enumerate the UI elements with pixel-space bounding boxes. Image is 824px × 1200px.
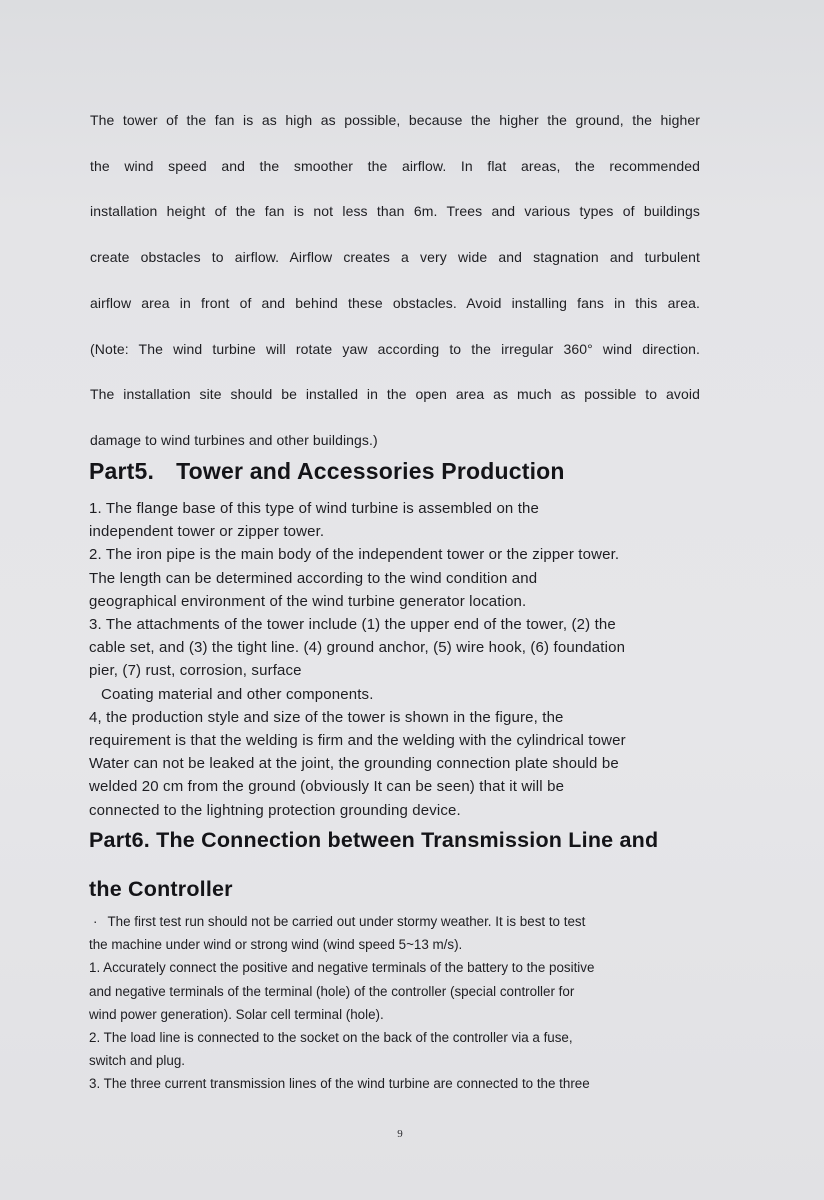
part5-line: independent tower or zipper tower.	[89, 523, 325, 541]
part5-line: pier, (7) rust, corrosion, surface	[89, 662, 302, 680]
part6-line: the machine under wind or strong wind (wind speed 5~13 m/s).	[89, 937, 463, 953]
part6-line: and negative terminals of the terminal (hole) of the controller (special controller for	[89, 983, 575, 999]
part5-line: 1. The flange base of this type of wind turbine is assembled on the	[89, 500, 540, 517]
part5-line: 3. The attachments of the tower include (1) the upper end of the tower, (2) the	[89, 616, 616, 634]
part5-line: 2. The iron pipe is the main body of the independent tower or the zipper tower.	[89, 546, 620, 564]
part5-title: Tower and Accessories Production	[176, 458, 565, 484]
part6-line: wind power generation). Solar cell terminal (hole).	[89, 1006, 384, 1022]
part6-body	[89, 910, 709, 1096]
part5-line: connected to the lightning protection grounding device.	[89, 801, 461, 819]
part5-line: geographical environment of the wind turbine generator location.	[89, 592, 527, 610]
part5-number: Part5.	[89, 458, 155, 484]
part6-heading: Part6. The Connection between Transmission Line and	[89, 828, 659, 852]
part6-line	[89, 910, 709, 933]
part5-line: requirement is that the welding is firm and the welding with the cylindrical tower	[89, 732, 626, 750]
part5-line: cable set, and (3) the tight line. (4) ground anchor, (5) wire hook, (6) foundation	[89, 639, 626, 657]
part5-line: The length can be determined according to the wind condition and	[89, 569, 538, 587]
part6-line: 2. The load line is connected to the socket on the back of the controller via a fuse,	[89, 1030, 573, 1046]
intro-line: damage to wind turbines and other buildings.)	[90, 431, 378, 448]
intro-line: The tower of the fan is as high as possible, because the higher the ground, the higher	[90, 112, 700, 128]
bullet-marker: ·	[93, 914, 98, 929]
part5-line: Water can not be leaked at the joint, the grounding connection plate should be	[89, 755, 619, 773]
intro-paragraph	[90, 98, 700, 464]
part5-body	[89, 497, 709, 822]
part5-line: 4, the production style and size of the tower is shown in the figure, the	[89, 708, 564, 726]
intro-line: installation height of the fan is not less than 6m. Trees and various types of buildings	[90, 203, 700, 220]
intro-line: (Note: The wind turbine will rotate yaw according to the irregular 360° wind direction.	[90, 340, 700, 357]
part6-heading-continued: the Controller	[89, 877, 233, 901]
intro-line: The installation site should be installed in the open area as much as possible to avoid	[90, 386, 700, 403]
part5-heading	[89, 458, 565, 485]
part6-line-text: The first test run should not be carried out under stormy weather. It is best to test	[107, 914, 586, 929]
part5-line: welded 20 cm from the ground (obviously It can be seen) that it will be	[89, 778, 565, 796]
part6-line: 3. The three current transmission lines of the wind turbine are connected to the three	[89, 1076, 590, 1092]
page-number: 9	[397, 1128, 403, 1140]
part6-line: switch and plug.	[89, 1053, 186, 1069]
intro-line: create obstacles to airflow. Airflow creates a very wide and stagnation and turbulent	[90, 249, 700, 266]
part6-line: 1. Accurately connect the positive and negative terminals of the battery to the positive	[89, 960, 595, 976]
part5-line: Coating material and other components.	[101, 685, 374, 703]
intro-line: the wind speed and the smoother the airflow. In flat areas, the recommended	[90, 157, 700, 174]
intro-line: airflow area in front of and behind these obstacles. Avoid installing fans in this area.	[90, 294, 700, 311]
